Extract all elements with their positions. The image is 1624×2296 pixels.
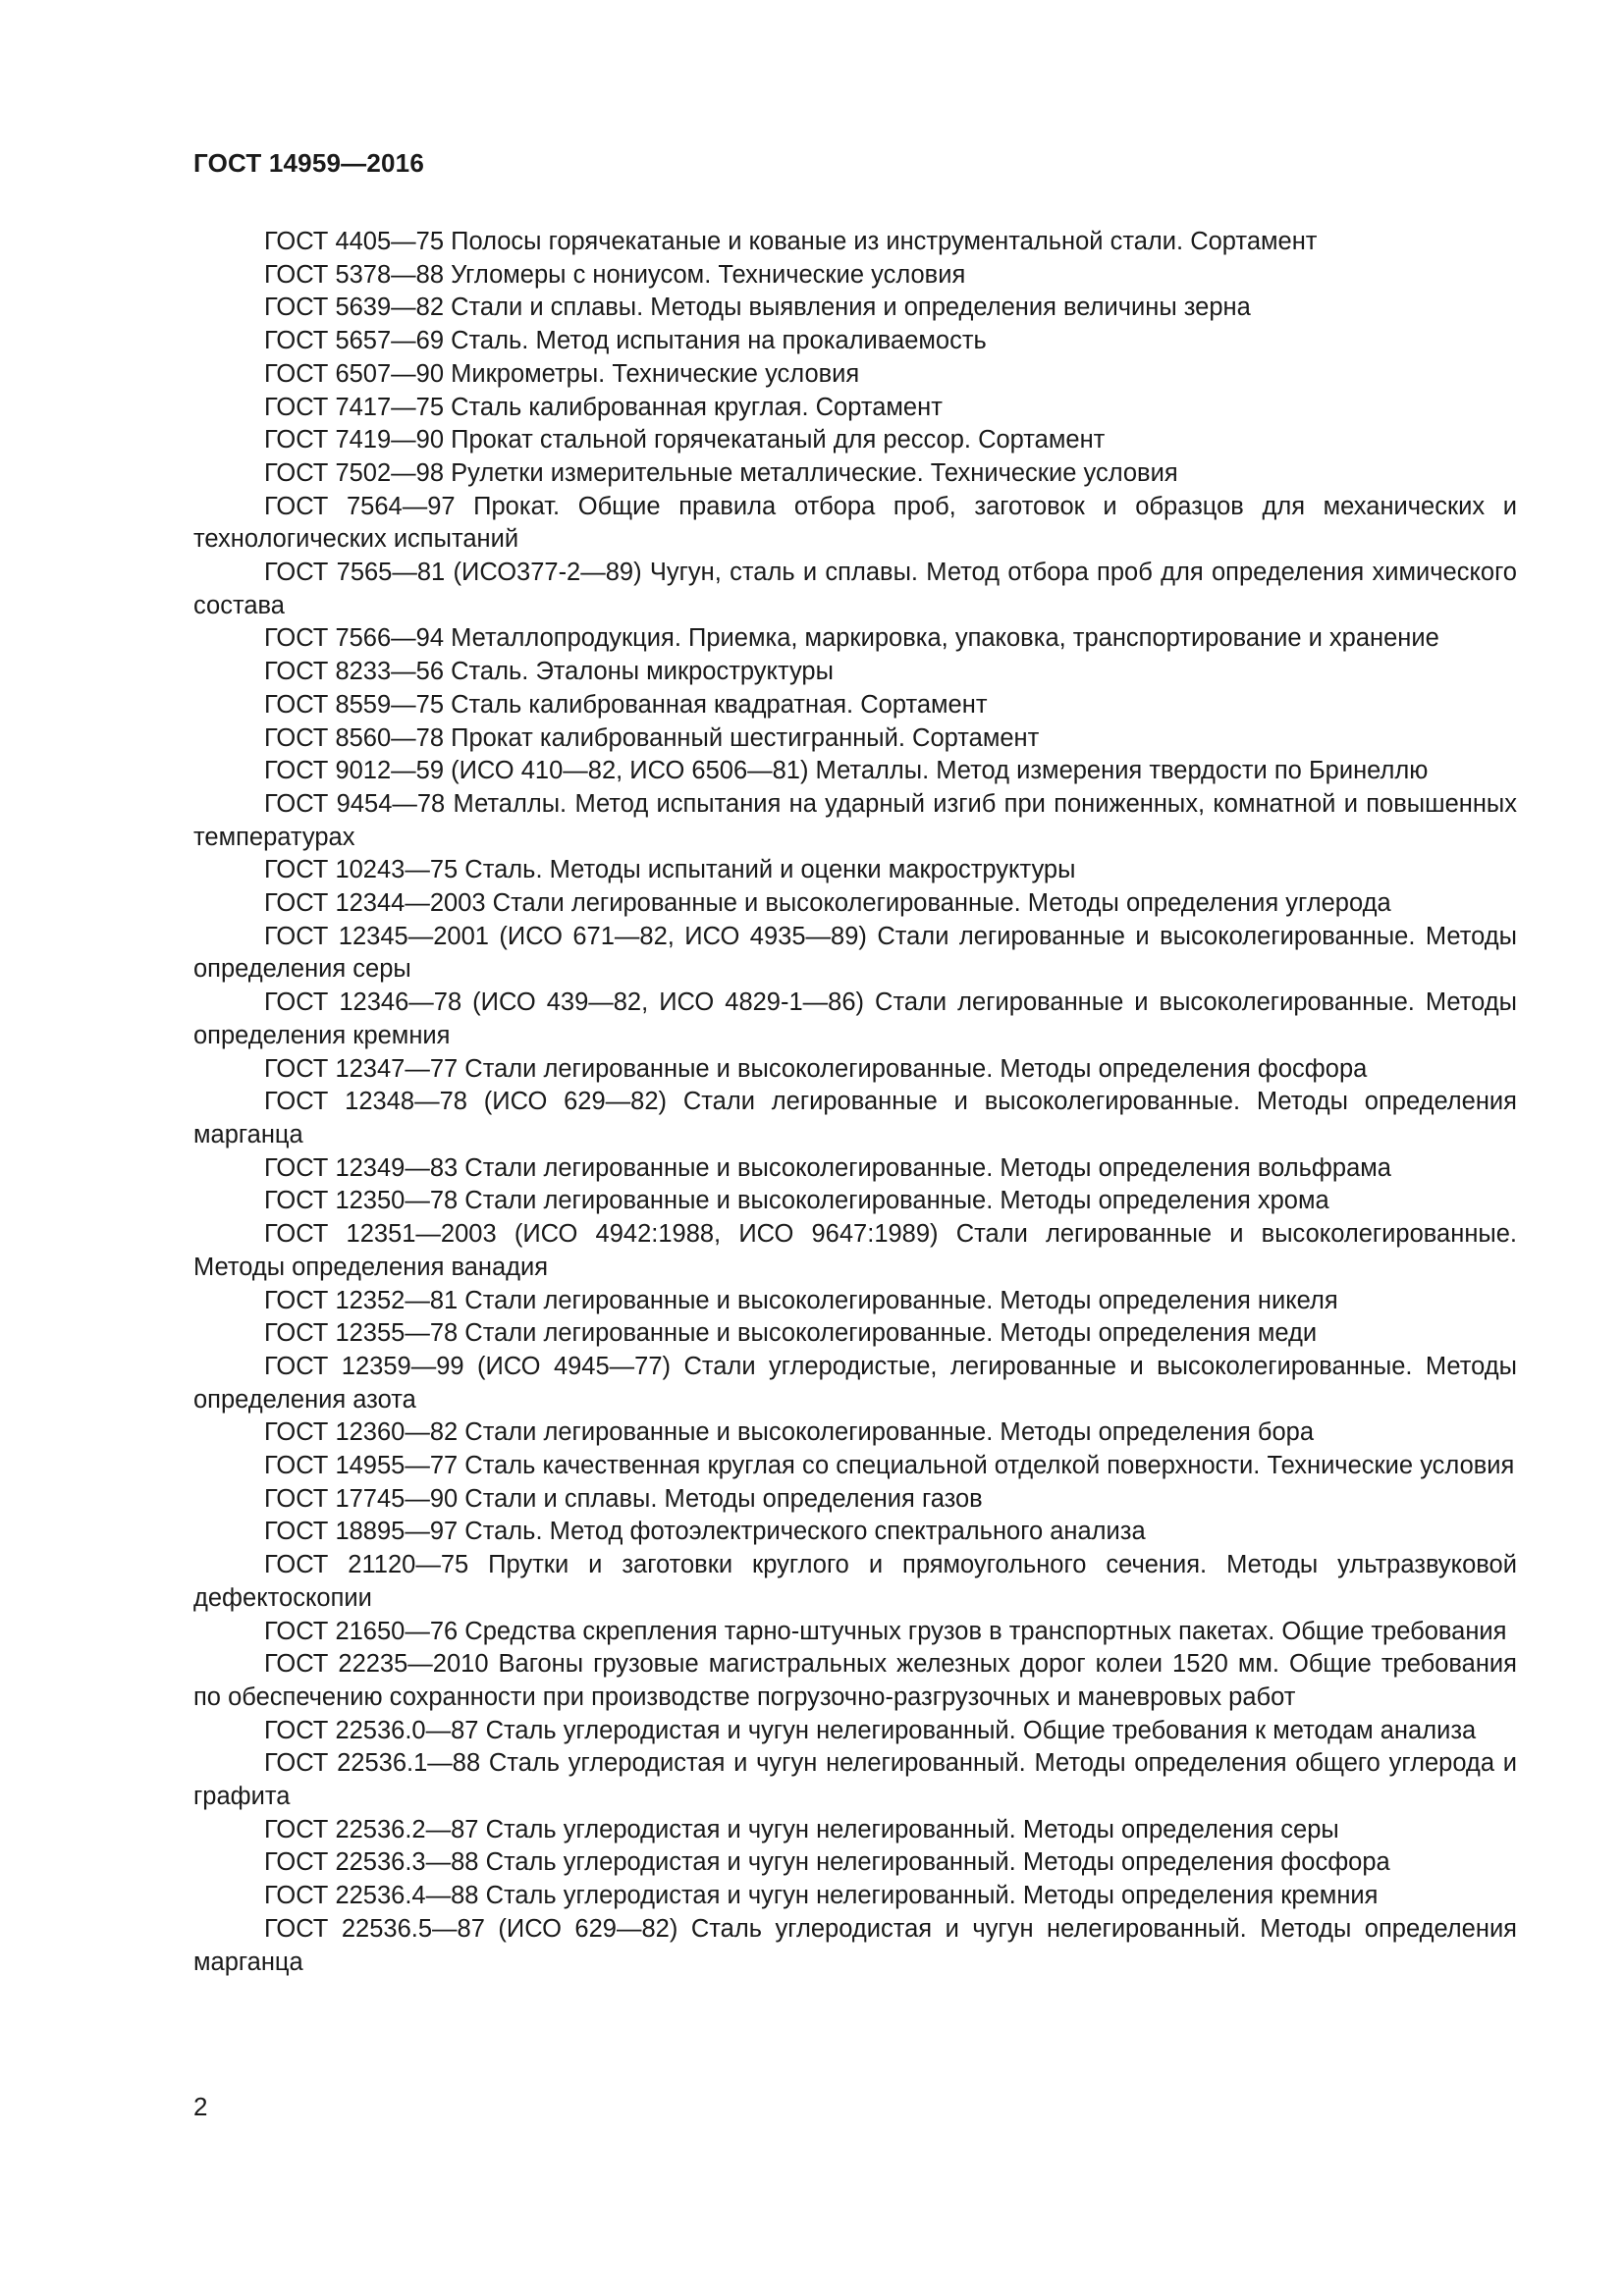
reference-item: ГОСТ 7419—90 Прокат стальной горячекатаный для рессор. Сортамент [264, 426, 1106, 454]
reference-item: ГОСТ 12344—2003 Стали легированные и высоколегированные. Методы определения углерода [264, 889, 1391, 918]
reference-item: ГОСТ 5378—88 Угломеры с нониусом. Технические условия [264, 260, 966, 289]
reference-item: ГОСТ 5639—82 Стали и сплавы. Методы выявления и определения величины зерна [264, 294, 1251, 322]
reference-item: ГОСТ 12350—78 Стали легированные и высоколегированные. Методы определения хрома [264, 1187, 1329, 1215]
reference-item: ГОСТ 7564—97 Прокат. Общие правила отбора проб, заготовок и образцов для механических и технологических испытаний [193, 492, 1517, 554]
document-header: ГОСТ 14959—2016 [193, 148, 424, 178]
reference-item: ГОСТ 21650—76 Средства скрепления тарно-штучных грузов в транспортных пакетах. Общие требования [264, 1617, 1507, 1645]
reference-item: ГОСТ 22536.5—87 (ИСО 629—82) Сталь углеродистая и чугун нелегированный. Методы определения марганца [193, 1914, 1517, 1976]
reference-item: ГОСТ 12351—2003 (ИСО 4942:1988, ИСО 9647:1989) Стали легированные и высоколегированные. Методы определения ванадия [193, 1220, 1517, 1281]
reference-item: ГОСТ 22536.2—87 Сталь углеродистая и чугун нелегированный. Методы определения серы [264, 1815, 1339, 1843]
reference-item: ГОСТ 12347—77 Стали легированные и высоколегированные. Методы определения фосфора [264, 1054, 1368, 1083]
reference-item: ГОСТ 22536.3—88 Сталь углеродистая и чугун нелегированный. Методы определения фосфора [264, 1848, 1390, 1877]
reference-item: ГОСТ 7565—81 (ИСО377-2—89) Чугун, сталь и сплавы. Метод отбора проб для определения химического состава [193, 559, 1517, 619]
reference-item: ГОСТ 12346—78 (ИСО 439—82, ИСО 4829-1—86) Стали легированные и высоколегированные. Методы определения кремния [193, 988, 1517, 1049]
reference-item: ГОСТ 12348—78 (ИСО 629—82) Стали легированные и высоколегированные. Методы определения марганца [193, 1088, 1517, 1148]
reference-item: ГОСТ 8559—75 Сталь калиброванная квадратная. Сортамент [264, 690, 988, 719]
normative-references-list [193, 226, 1517, 1979]
reference-item: ГОСТ 9454—78 Металлы. Метод испытания на ударный изгиб при пониженных, комнатной и повышенных температурах [193, 789, 1517, 851]
reference-item: ГОСТ 7502—98 Рулетки измерительные металлические. Технические условия [264, 458, 1178, 487]
reference-item: ГОСТ 12352—81 Стали легированные и высоколегированные. Методы определения никеля [264, 1286, 1338, 1314]
reference-item: ГОСТ 12349—83 Стали легированные и высоколегированные. Методы определения вольфрама [264, 1153, 1391, 1182]
reference-item: ГОСТ 22536.4—88 Сталь углеродистая и чугун нелегированный. Методы определения кремния [264, 1882, 1379, 1910]
reference-item: ГОСТ 14955—77 Сталь качественная круглая со специальной отделкой поверхности. Технические условия [264, 1452, 1515, 1480]
reference-item: ГОСТ 12359—99 (ИСО 4945—77) Стали углеродистые, легированные и высоколегированные. Методы определения азота [193, 1352, 1517, 1414]
reference-item: ГОСТ 21120—75 Прутки и заготовки круглого и прямоугольного сечения. Методы ультразвуковой дефектоскопии [193, 1551, 1517, 1612]
reference-item: ГОСТ 17745—90 Стали и сплавы. Методы определения газов [264, 1484, 983, 1513]
reference-item: ГОСТ 18895—97 Сталь. Метод фотоэлектрического спектрального анализа [264, 1518, 1146, 1546]
reference-item: ГОСТ 7417—75 Сталь калиброванная круглая. Сортамент [264, 393, 943, 421]
page-number: 2 [193, 2092, 208, 2121]
reference-item: ГОСТ 12345—2001 (ИСО 671—82, ИСО 4935—89) Стали легированные и высоколегированные. Методы определения серы [193, 922, 1517, 984]
reference-item: ГОСТ 6507—90 Микрометры. Технические условия [264, 359, 860, 388]
reference-item: ГОСТ 5657—69 Сталь. Метод испытания на прокаливаемость [264, 327, 987, 355]
reference-item: ГОСТ 12360—82 Стали легированные и высоколегированные. Методы определения бора [264, 1418, 1315, 1447]
reference-item: ГОСТ 9012—59 (ИСО 410—82, ИСО 6506—81) Металлы. Метод измерения твердости по Бринеллю [264, 757, 1429, 785]
reference-item: ГОСТ 10243—75 Сталь. Методы испытаний и оценки макроструктуры [264, 856, 1076, 884]
reference-item: ГОСТ 8233—56 Сталь. Эталоны микроструктуры [264, 658, 834, 686]
reference-item: ГОСТ 4405—75 Полосы горячекатаные и кованые из инструментальной стали. Сортамент [264, 228, 1318, 255]
reference-item: ГОСТ 22536.0—87 Сталь углеродистая и чугун нелегированный. Общие требования к методам анализа [264, 1716, 1477, 1744]
reference-item: ГОСТ 22235—2010 Вагоны грузовые магистральных железных дорог колеи 1520 мм. Общие требования по обеспечению сохранности при производстве погрузочно-разгрузочных и маневровых работ [193, 1650, 1517, 1711]
reference-item: ГОСТ 22536.1—88 Сталь углеродистая и чугун нелегированный. Методы определения общего углерода и графита [193, 1749, 1517, 1811]
reference-item: ГОСТ 7566—94 Металлопродукция. Приемка, маркировка, упаковка, транспортирование и хранение [264, 624, 1439, 653]
reference-item: ГОСТ 12355—78 Стали легированные и высоколегированные. Методы определения меди [264, 1319, 1318, 1348]
reference-item: ГОСТ 8560—78 Прокат калиброванный шестигранный. Сортамент [264, 723, 1040, 752]
